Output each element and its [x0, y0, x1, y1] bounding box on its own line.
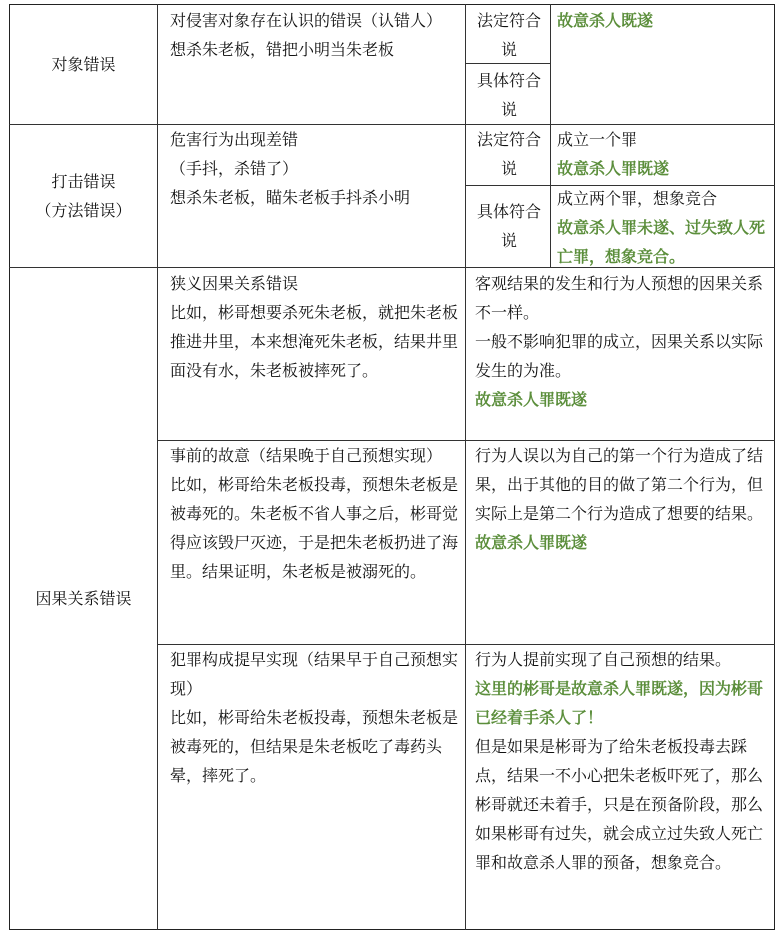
object-error-theory-2: 具体符合说 — [476, 71, 541, 119]
object-error-title: 对象错误 — [51, 55, 116, 74]
hit-error-result-2: 成立两个罪，想象竞合 故意杀人罪未遂、过失致人死亡罪，想象竞合。 — [557, 189, 766, 266]
causal-explain-2: 行为人误以为自己的第一个行为造成了结果，出于其他的目的做了第二个行为，但实际上是第二个行为造成了想要的结果。 故意杀人罪既遂 — [475, 446, 764, 552]
col-divider — [465, 4, 466, 930]
col-divider — [157, 4, 158, 930]
object-error-theory-1: 法定符合说 — [476, 11, 541, 59]
causal-error-title: 因果关系错误 — [35, 589, 132, 608]
causal-case-2: 事前的故意（结果晚于自己预想实现） 比如，彬哥给朱老板投毒，预想朱老板是被毒死的。朱老板不省人事之后，彬哥觉得应该毁尸灭迹，于是把朱老板扔进了海里。结果证明，朱老板是被溺死的。 — [170, 446, 459, 581]
causal-explain-3: 行为人提前实现了自己预想的结果。 这里的彬哥是故意杀人罪既遂，因为彬哥已经着手杀人了！ 但是如果是彬哥为了给朱老板投毒去踩点，结果一不小心把朱老板吓死了，那么彬哥就还未着手，只是在预备阶段，那么如果彬哥有过失，就会成立过失致人死亡罪和故意杀人罪的预备，想象竞合。 — [475, 650, 764, 872]
causal-case-3: 犯罪构成提早实现（结果早于自己预想实现） 比如，彬哥给朱老板投毒，预想朱老板是被毒死的，但结果是朱老板吃了毒药头晕，摔死了。 — [170, 650, 459, 785]
col-divider — [550, 4, 551, 267]
object-error-desc: 对侵害对象存在认识的错误（认错人） 想杀朱老板，错把小明当朱老板 — [170, 11, 443, 59]
hit-error-result-1: 成立一个罪 故意杀人罪既遂 — [557, 130, 670, 178]
causal-case-1: 狭义因果关系错误 比如，彬哥想要杀死朱老板，就把朱老板推进井里，本来想淹死朱老板，结果井里面没有水，朱老板被摔死了。 — [170, 274, 459, 380]
hit-error-desc: 危害行为出现差错 （手抖，杀错了） 想杀朱老板，瞄朱老板手抖杀小明 — [170, 130, 411, 207]
causal-explain-1: 客观结果的发生和行为人预想的因果关系不一样。 一般不影响犯罪的成立，因果关系以实际发生的为准。 故意杀人罪既遂 — [475, 274, 764, 409]
hit-error-theory-2: 具体符合说 — [476, 202, 541, 250]
hit-error-theory-1: 法定符合说 — [476, 130, 541, 178]
object-error-result-1: 故意杀人既遂 — [557, 11, 654, 30]
hit-error-title: 打击错误 （方法错误） — [35, 172, 132, 220]
